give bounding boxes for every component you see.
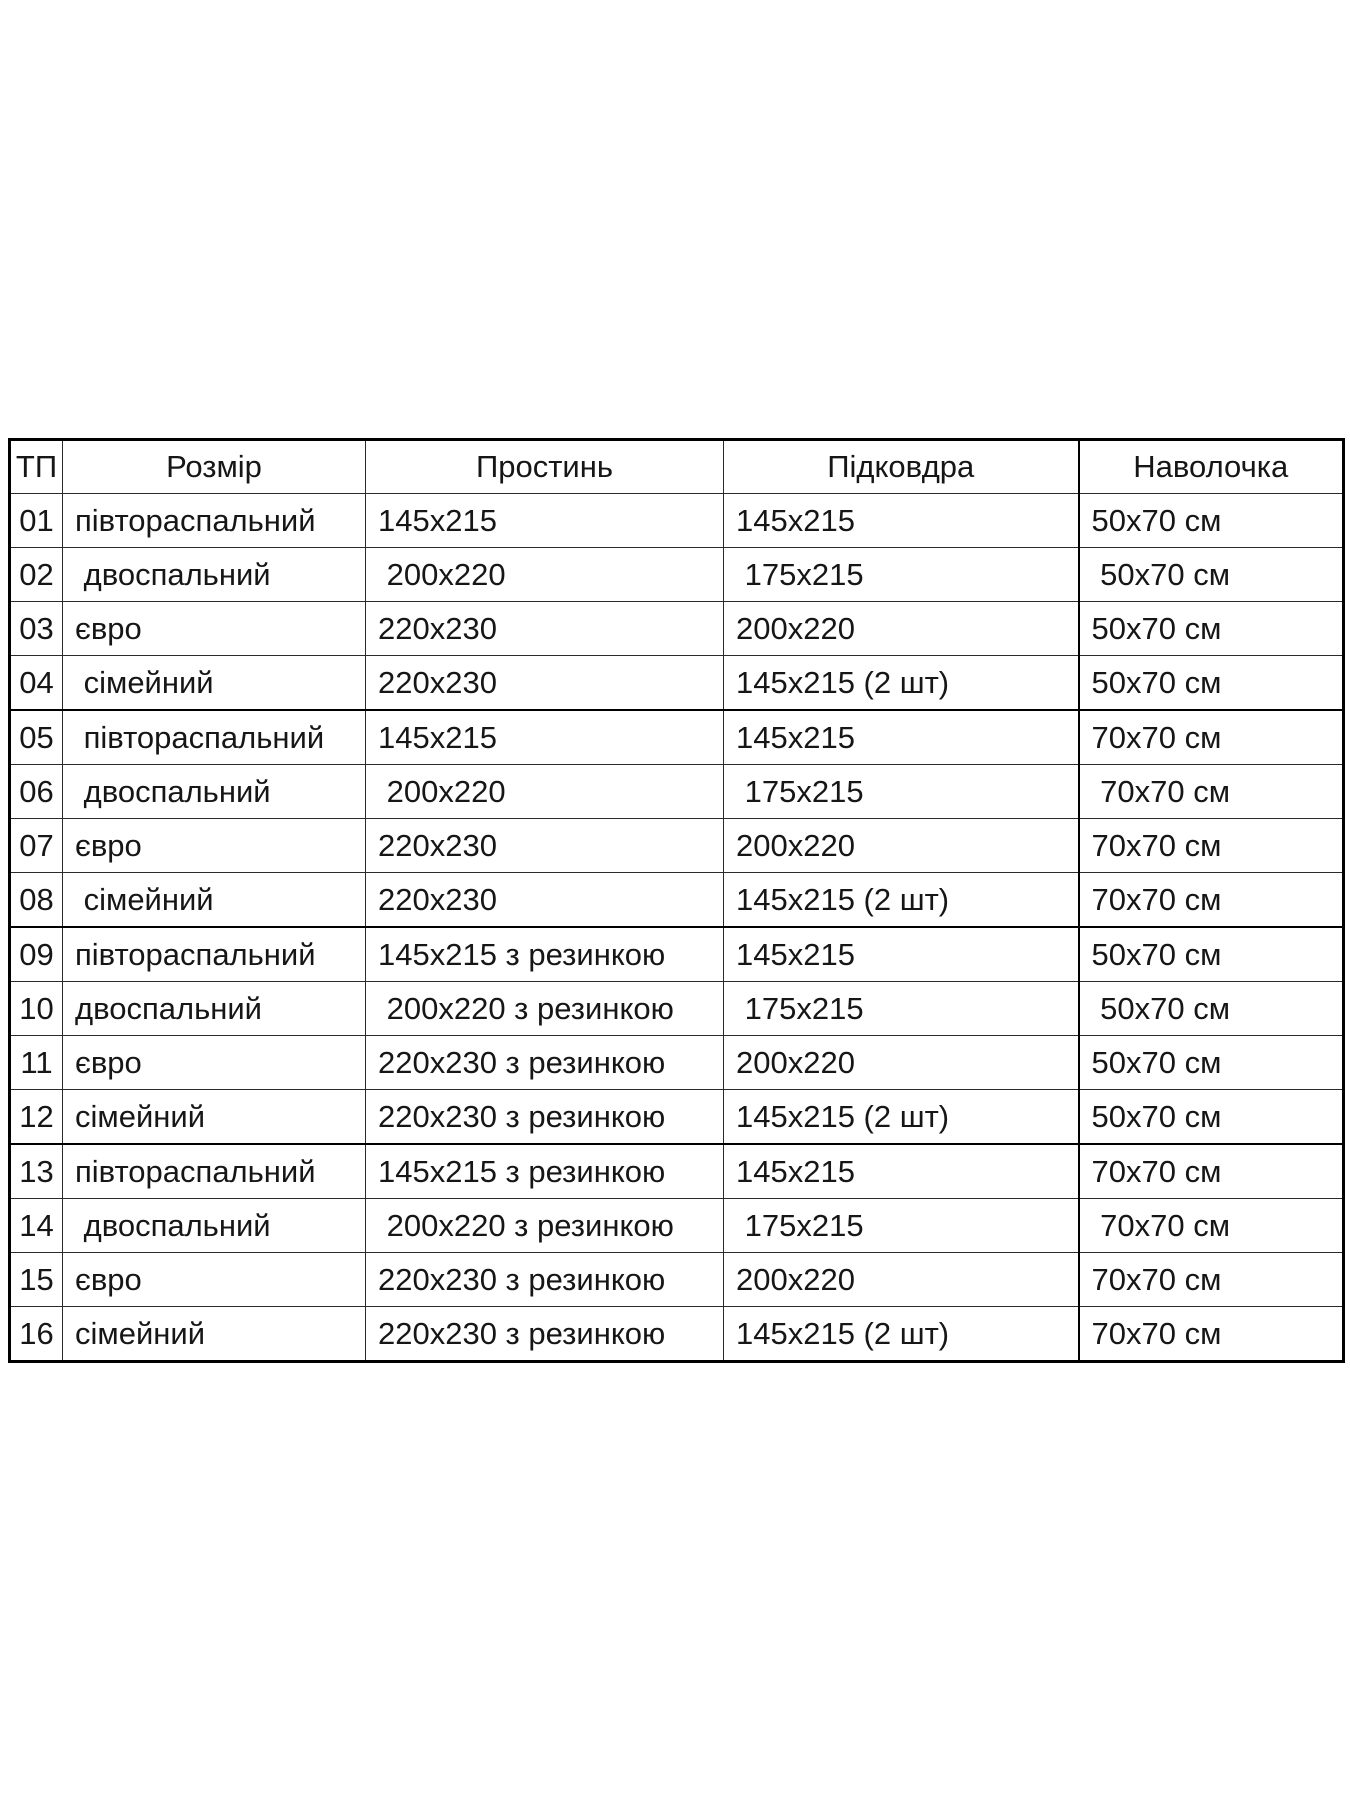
navolochka-cell: 70x70 см — [1079, 819, 1344, 873]
row-number-cell: 13 — [10, 1144, 63, 1199]
prostyn-cell: 145x215 — [366, 710, 724, 765]
prostyn-cell: 220x230 з резинкою — [366, 1253, 724, 1307]
pidkovdra-cell: 145x215 (2 шт) — [724, 873, 1079, 928]
pidkovdra-cell: 200x220 — [724, 1036, 1079, 1090]
pidkovdra-cell: 145x215 — [724, 710, 1079, 765]
pidkovdra-cell: 200x220 — [724, 819, 1079, 873]
navolochka-cell: 50x70 см — [1079, 982, 1344, 1036]
table-header-row — [10, 440, 1344, 494]
rozmir-cell: євро — [63, 1253, 366, 1307]
table-row — [10, 819, 1344, 873]
prostyn-cell: 220x230 — [366, 602, 724, 656]
prostyn-cell: 220x230 — [366, 873, 724, 928]
row-number-cell: 11 — [10, 1036, 63, 1090]
rozmir-cell: євро — [63, 602, 366, 656]
navolochka-cell: 70x70 см — [1079, 1199, 1344, 1253]
pidkovdra-cell: 175x215 — [724, 548, 1079, 602]
header-cell-tp: ТП — [10, 440, 63, 494]
table-row — [10, 1199, 1344, 1253]
row-number-cell: 16 — [10, 1307, 63, 1362]
rozmir-cell: сімейний — [63, 873, 366, 928]
prostyn-cell: 145x215 — [366, 494, 724, 548]
pidkovdra-cell: 145x215 (2 шт) — [724, 1090, 1079, 1145]
rozmir-cell: двоспальний — [63, 982, 366, 1036]
pidkovdra-cell: 175x215 — [724, 982, 1079, 1036]
prostyn-cell: 200x220 з резинкою — [366, 1199, 724, 1253]
row-number-cell: 10 — [10, 982, 63, 1036]
header-cell-navolochka: Наволочка — [1079, 440, 1344, 494]
pidkovdra-cell: 145x215 — [724, 927, 1079, 982]
table-row — [10, 1036, 1344, 1090]
rozmir-cell: півтораспальний — [63, 1144, 366, 1199]
navolochka-cell: 50x70 см — [1079, 656, 1344, 711]
table-row — [10, 1253, 1344, 1307]
row-number-cell: 08 — [10, 873, 63, 928]
rozmir-cell: євро — [63, 1036, 366, 1090]
prostyn-cell: 200x220 з резинкою — [366, 982, 724, 1036]
prostyn-cell: 220x230 з резинкою — [366, 1307, 724, 1362]
navolochka-cell: 70x70 см — [1079, 1253, 1344, 1307]
navolochka-cell: 50x70 см — [1079, 1036, 1344, 1090]
navolochka-cell: 50x70 см — [1079, 494, 1344, 548]
navolochka-cell: 70x70 см — [1079, 710, 1344, 765]
rozmir-cell: півтораспальний — [63, 710, 366, 765]
row-number-cell: 15 — [10, 1253, 63, 1307]
row-number-cell: 09 — [10, 927, 63, 982]
prostyn-cell: 220x230 — [366, 656, 724, 711]
table-row — [10, 982, 1344, 1036]
rozmir-cell: сімейний — [63, 656, 366, 711]
navolochka-cell: 50x70 см — [1079, 927, 1344, 982]
pidkovdra-cell: 145x215 (2 шт) — [724, 656, 1079, 711]
rozmir-cell: євро — [63, 819, 366, 873]
row-number-cell: 06 — [10, 765, 63, 819]
pidkovdra-cell: 145x215 — [724, 1144, 1079, 1199]
row-number-cell: 05 — [10, 710, 63, 765]
table-row — [10, 765, 1344, 819]
navolochka-cell: 50x70 см — [1079, 602, 1344, 656]
rozmir-cell: півтораспальний — [63, 927, 366, 982]
rozmir-cell: півтораспальний — [63, 494, 366, 548]
row-number-cell: 12 — [10, 1090, 63, 1145]
table-row — [10, 1090, 1344, 1145]
rozmir-cell: сімейний — [63, 1090, 366, 1145]
pidkovdra-cell: 200x220 — [724, 1253, 1079, 1307]
rozmir-cell: сімейний — [63, 1307, 366, 1362]
header-cell-prostyn: Простинь — [366, 440, 724, 494]
table-row — [10, 656, 1344, 711]
row-number-cell: 01 — [10, 494, 63, 548]
table-row — [10, 1307, 1344, 1362]
prostyn-cell: 220x230 — [366, 819, 724, 873]
navolochka-cell: 50x70 см — [1079, 548, 1344, 602]
prostyn-cell: 200x220 — [366, 548, 724, 602]
bedding-size-table — [8, 438, 1345, 1363]
prostyn-cell: 220x230 з резинкою — [366, 1036, 724, 1090]
pidkovdra-cell: 145x215 — [724, 494, 1079, 548]
row-number-cell: 04 — [10, 656, 63, 711]
pidkovdra-cell: 145x215 (2 шт) — [724, 1307, 1079, 1362]
table-body — [10, 494, 1344, 1362]
row-number-cell: 02 — [10, 548, 63, 602]
navolochka-cell: 70x70 см — [1079, 1307, 1344, 1362]
row-number-cell: 07 — [10, 819, 63, 873]
pidkovdra-cell: 200x220 — [724, 602, 1079, 656]
table-row — [10, 927, 1344, 982]
header-cell-rozmir: Розмір — [63, 440, 366, 494]
rozmir-cell: двоспальний — [63, 765, 366, 819]
navolochka-cell: 70x70 см — [1079, 873, 1344, 928]
table-row — [10, 494, 1344, 548]
prostyn-cell: 200x220 — [366, 765, 724, 819]
table-row — [10, 710, 1344, 765]
rozmir-cell: двоспальний — [63, 1199, 366, 1253]
table-row — [10, 602, 1344, 656]
table-row — [10, 548, 1344, 602]
row-number-cell: 03 — [10, 602, 63, 656]
table-row — [10, 1144, 1344, 1199]
pidkovdra-cell: 175x215 — [724, 1199, 1079, 1253]
row-number-cell: 14 — [10, 1199, 63, 1253]
table-row — [10, 873, 1344, 928]
navolochka-cell: 50x70 см — [1079, 1090, 1344, 1145]
navolochka-cell: 70x70 см — [1079, 765, 1344, 819]
prostyn-cell: 145x215 з резинкою — [366, 1144, 724, 1199]
prostyn-cell: 145x215 з резинкою — [366, 927, 724, 982]
pidkovdra-cell: 175x215 — [724, 765, 1079, 819]
header-cell-pidkovdra: Підковдра — [724, 440, 1079, 494]
navolochka-cell: 70x70 см — [1079, 1144, 1344, 1199]
rozmir-cell: двоспальний — [63, 548, 366, 602]
prostyn-cell: 220x230 з резинкою — [366, 1090, 724, 1145]
